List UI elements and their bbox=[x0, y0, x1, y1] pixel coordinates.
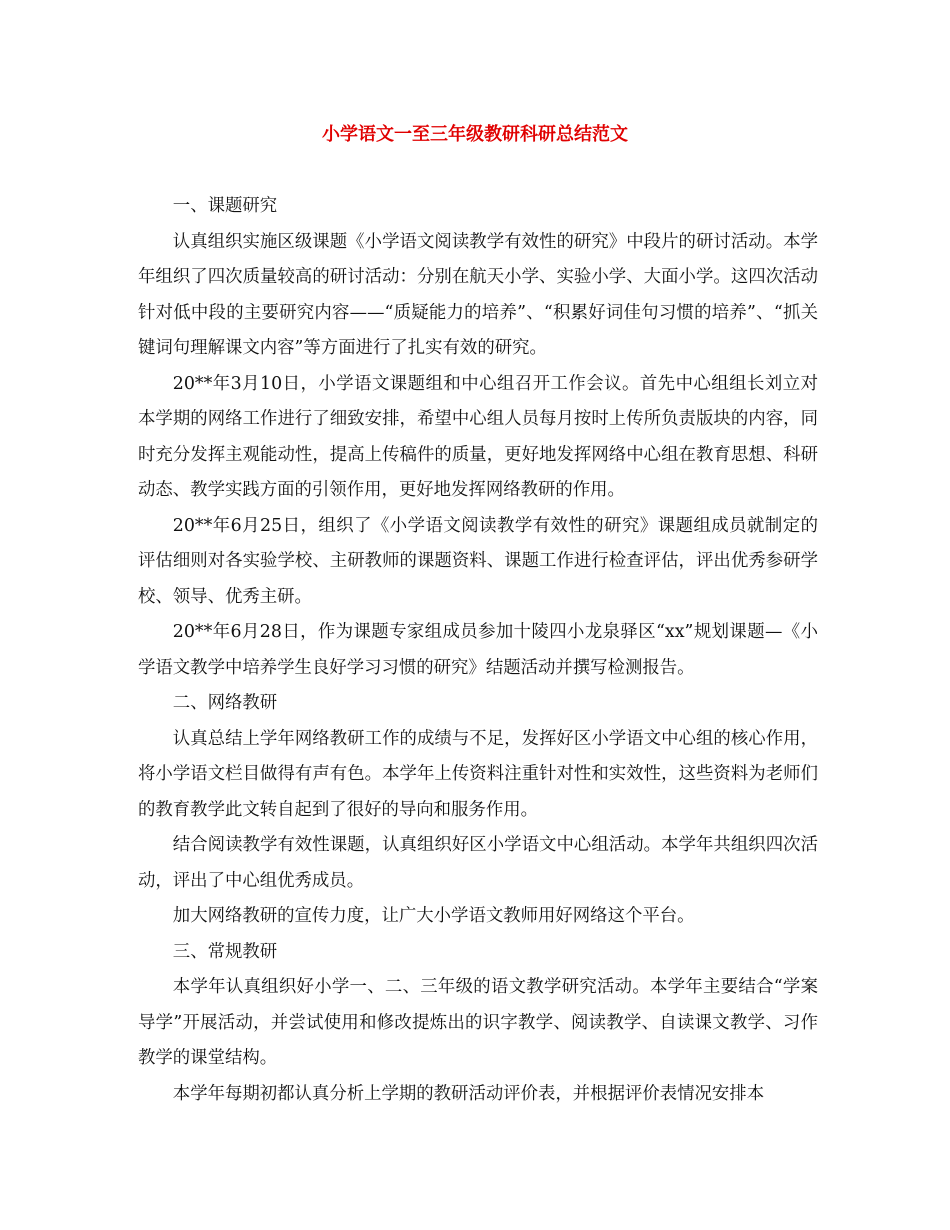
document-body bbox=[138, 189, 818, 1112]
paragraph: 加大网络教研的宣传力度，让广大小学语文教师用好网络这个平台。 bbox=[172, 906, 695, 926]
section-heading-routine: 三、常规教研 bbox=[172, 941, 278, 962]
paragraph: 认真组织实施区级课题《小学语文阅读教学有效性的研究》中段片的研讨活动。本学年组织了四次质量较高的研讨活动：分别在航天小学、实验小学、大面小学。这四次活动针对低中段的主要研究内容——“质疑能力的培养”、“积累好词佳句习惯的培养”、“抓关键词句理解课文内容”等方面进行了扎实有效的研究。 bbox=[138, 231, 818, 358]
paragraph: 20**年3月10日，小学语文课题组和中心组召开工作会议。首先中心组组长刘立对本学期的网络工作进行了细致安排，希望中心组人员每月按时上传所负责版块的内容，同时充分发挥主观能动性，提高上传稿件的质量，更好地发挥网络中心组在教育思想、科研动态、教学实践方面的引领作用，更好地发挥网络教研的作用。 bbox=[138, 373, 818, 500]
paragraph: 结合阅读教学有效性课题，认真组织好区小学语文中心组活动。本学年共组织四次活动，评出了中心组优秀成员。 bbox=[138, 835, 818, 891]
paragraph: 20**年6月25日，组织了《小学语文阅读教学有效性的研究》课题组成员就制定的评估细则对各实验学校、主研教师的课题资料、课题工作进行检查评估，评出优秀参研学校、领导、优秀主研。 bbox=[138, 515, 818, 607]
paragraph: 认真总结上学年网络教研工作的成绩与不足，发挥好区小学语文中心组的核心作用，将小学语文栏目做得有声有色。本学年上传资料注重针对性和实效性，这些资料为老师们的教育教学此文转自起到了很好的导向和服务作用。 bbox=[138, 728, 818, 820]
paragraph: 20**年6月28日，作为课题专家组成员参加十陵四小龙泉驿区“xx”规划课题—《小学语文教学中培养学生良好学习习惯的研究》结题活动并撰写检测报告。 bbox=[138, 622, 818, 678]
paragraph: 本学年认真组织好小学一、二、三年级的语文教学研究活动。本学年主要结合“学案导学”开展活动，并尝试使用和修改提炼出的识字教学、阅读教学、自读课文教学、习作教学的课堂结构。 bbox=[138, 977, 818, 1068]
section-heading-network: 二、网络教研 bbox=[172, 693, 278, 713]
paragraph: 本学年每期初都认真分析上学期的教研活动评价表，并根据评价表情况安排本 bbox=[172, 1083, 765, 1104]
section-heading-research: 一、课题研究 bbox=[172, 196, 278, 216]
document-title: 小学语文一至三年级教研科研总结范文 bbox=[322, 124, 628, 145]
